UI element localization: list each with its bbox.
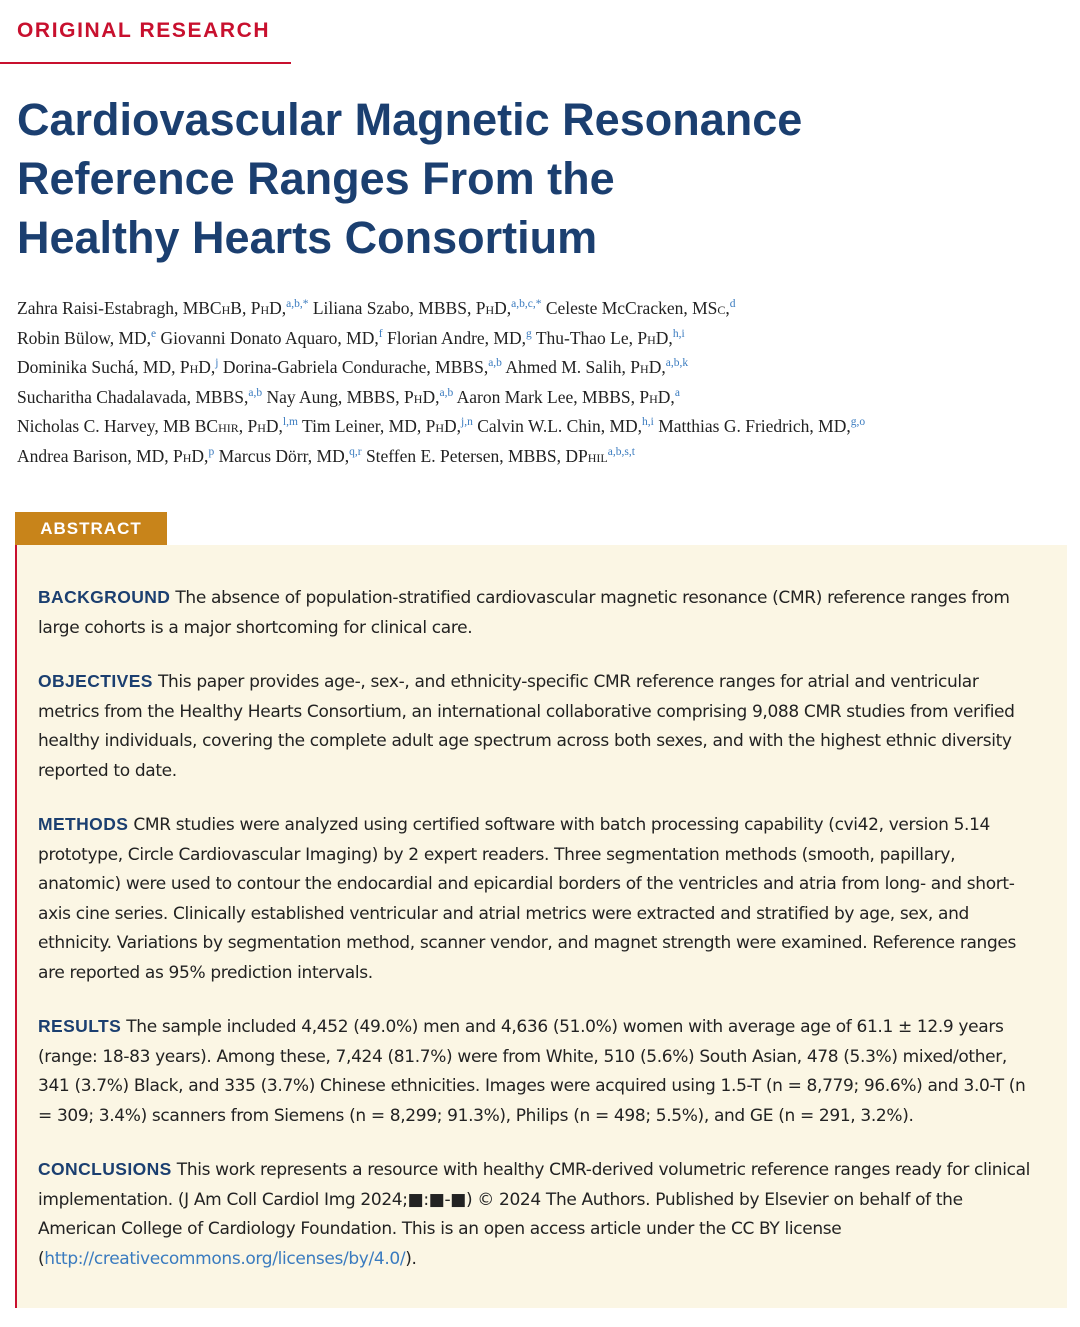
author-name: Ahmed M. Salih, P xyxy=(505,357,641,378)
license-link[interactable]: http://creativecommons.org/licenses/by/4.0/ xyxy=(44,1248,406,1269)
affiliation-marker: l,m xyxy=(282,416,298,429)
author xyxy=(536,328,685,348)
author xyxy=(658,416,865,436)
author-name: D, xyxy=(422,386,440,407)
author-degree-smallcaps: h xyxy=(649,386,658,407)
title-line: Healthy Hearts Consortium xyxy=(17,212,598,263)
author-name: Matthias G. Friedrich, MD, xyxy=(658,416,851,437)
affiliation-marker: q,r xyxy=(349,445,362,458)
author-degree-smallcaps: h xyxy=(182,445,192,466)
author-degree-smallcaps: h xyxy=(257,416,266,437)
author-name: Andrea Barison, MD, P xyxy=(17,445,183,466)
title-line: Cardiovascular Magnetic Resonance xyxy=(17,94,803,145)
author-name: Aaron Mark Lee, MBBS, P xyxy=(456,386,650,407)
affiliation-marker: j xyxy=(215,357,219,370)
abstract-content xyxy=(38,583,1038,1298)
abstract-heading: CONCLUSIONS xyxy=(38,1159,172,1179)
author-degree-smallcaps: h xyxy=(647,327,656,348)
affiliation-marker: d xyxy=(729,298,736,310)
author xyxy=(387,328,532,348)
author xyxy=(266,387,453,407)
author-degree-smallcaps: h xyxy=(435,416,444,437)
affiliation-marker: f xyxy=(378,327,383,340)
author xyxy=(17,357,218,377)
article-title xyxy=(17,90,1057,267)
author xyxy=(17,328,156,348)
author-name: Liliana Szabo, MBBS, P xyxy=(312,298,486,318)
author-name: D, xyxy=(648,357,666,378)
abstract-heading: OBJECTIVES xyxy=(38,671,153,691)
affiliation-marker: e xyxy=(151,327,157,340)
affiliation-marker: a,b,* xyxy=(286,298,309,310)
author-degree-smallcaps: c xyxy=(717,298,726,318)
author-degree-smallcaps: h xyxy=(413,386,423,407)
author-name: Marcus Dörr, MD, xyxy=(218,445,350,466)
author-degree-smallcaps: h xyxy=(260,298,270,318)
affiliation-marker: a,b xyxy=(248,386,263,399)
author-name: Nicholas C. Harvey, MB BC xyxy=(17,416,219,437)
abstract-text-tail: ). xyxy=(405,1248,417,1269)
author-name: Nay Aung, MBBS, P xyxy=(266,386,414,407)
affiliation-marker: h,i xyxy=(642,416,654,429)
author-degree-smallcaps: h xyxy=(189,357,199,378)
affiliation-marker: a,b,s,t xyxy=(607,445,635,458)
author-name: Tim Leiner, MD, P xyxy=(302,416,436,437)
author xyxy=(17,298,308,318)
author-name: D, xyxy=(494,298,512,318)
author-name: D, xyxy=(198,357,216,378)
abstract-heading: RESULTS xyxy=(38,1016,122,1036)
section-label: ORIGINAL RESEARCH xyxy=(17,19,271,42)
author xyxy=(457,387,680,407)
author-name: D, xyxy=(657,386,675,407)
author-name: D, xyxy=(265,416,283,437)
author xyxy=(17,446,214,466)
abstract-objectives xyxy=(38,667,1038,786)
author-name: B, P xyxy=(230,298,261,318)
author xyxy=(219,446,362,466)
abstract-text: CMR studies were analyzed using certified software with batch processing capability (cvi42, version 5.14 prototype, Circle Cardiovascular Imaging) by 2 expert readers. Three segmentation methods (smooth, papillary, anatomic) were used to contour the endocardial and epicardial borders of the ventricles and atria from long- and short-axis cine series. Clinically established ventricular and atrial metrics were extracted and stratified by age, sex, and ethnicity. Variations by segmentation method, scanner vendor, and magnet strength were examined. Reference ranges are reported as 95% prediction intervals. xyxy=(38,815,1017,983)
affiliation-marker: h,i xyxy=(672,327,685,340)
author-name: Dorina-Gabriela Condurache, MBBS, xyxy=(222,357,489,378)
author xyxy=(223,357,502,377)
abstract-text: The sample included 4,452 (49.0%) men and 4,636 (51.0%) women with average age of 61.1 ± 12.9 years (range: 18-83 years). Among these, 7,424 (81.7%) were from White, 510 (5.6%) South Asian, 478 (5.3%) mixed/other, 341 (3.7%) Black, and 335 (3.7%) Chinese ethnicities. Images were acquired using 1.5-T (n = 8,779; 96.6%) and 3.0-T (n = 309; 3.4%) scanners from Siemens (n = 8,299; 91.3%), Philips (n = 498; 5.5%), and GE (n = 291, 3.2%). xyxy=(38,1017,1026,1126)
author-name: Sucharitha Chadalavada, MBBS, xyxy=(17,386,249,407)
author-name: Steffen E. Petersen, MBBS, DP xyxy=(365,445,588,466)
author-degree-smallcaps: h xyxy=(485,298,495,318)
affiliation-marker: g xyxy=(526,327,532,340)
abstract-background xyxy=(38,583,1038,643)
abstract-methods xyxy=(38,810,1038,988)
author-list xyxy=(17,294,1077,472)
title-line: Reference Ranges From the xyxy=(17,153,615,204)
author-name: D, xyxy=(191,445,209,466)
affiliation-marker: a,b,c,* xyxy=(511,298,542,310)
author xyxy=(505,357,688,377)
author xyxy=(546,298,736,318)
author-name: D, xyxy=(269,298,287,318)
author xyxy=(17,387,262,407)
author-name: D, xyxy=(655,327,673,348)
author-name: Celeste McCracken, MS xyxy=(545,298,718,318)
author-degree-smallcaps: h xyxy=(221,298,231,318)
author xyxy=(313,298,542,318)
author-name: Dominika Suchá, MD, P xyxy=(17,357,190,378)
abstract-text: This paper provides age-, sex-, and ethnicity-specific CMR reference ranges for atrial and ventricular metrics from the Healthy Hearts Consortium, an international collaborative comprising 9,088 CMR studies from verified healthy individuals, covering the complete adult age spectrum across both sexes, and with the highest ethnic diversity reported to date. xyxy=(38,672,1015,781)
author-degree-smallcaps: h xyxy=(640,357,649,378)
abstract-heading: BACKGROUND xyxy=(38,587,171,607)
author xyxy=(302,416,473,436)
author-name: Florian Andre, MD, xyxy=(386,327,527,348)
author xyxy=(366,446,635,466)
abstract-text: This work represents a resource with healthy CMR-derived volumetric reference ranges ready for clinical implementation. (J Am Coll Cardiol Img 2024;■:■-■) © 2024 The Authors. Published by Elsevier on behalf of the American College of Cardiology Foundation. This is an open access article under the CC BY license ( xyxy=(38,1160,1031,1269)
author xyxy=(161,328,383,348)
section-label-rule xyxy=(0,62,291,64)
author-name: Zahra Raisi-Estabragh, MBC xyxy=(17,298,222,318)
author xyxy=(477,416,654,436)
author-degree-smallcaps: hir xyxy=(218,416,239,437)
abstract-heading: METHODS xyxy=(38,814,129,834)
affiliation-marker: a,b,k xyxy=(665,357,689,370)
affiliation-marker: g,o xyxy=(850,416,866,429)
abstract-tab xyxy=(15,512,167,545)
affiliation-marker: a,b xyxy=(439,386,454,399)
author-name: Robin Bülow, MD, xyxy=(17,327,152,348)
author-name: Calvin W.L. Chin, MD, xyxy=(477,416,643,437)
abstract-text: The absence of population-stratified cardiovascular magnetic resonance (CMR) reference ranges from large cohorts is a major shortcoming for clinical care. xyxy=(38,588,1010,638)
author-name: D, xyxy=(444,416,462,437)
affiliation-marker: p xyxy=(208,445,215,458)
author-name: , xyxy=(725,298,730,318)
affiliation-marker: a,b xyxy=(488,357,502,370)
author-degree-smallcaps: hil xyxy=(587,445,608,466)
author xyxy=(17,416,298,436)
abstract-tab-label: ABSTRACT xyxy=(40,519,142,538)
abstract-results xyxy=(38,1012,1038,1131)
affiliation-marker: a xyxy=(674,386,680,399)
author-name: Thu-Thao Le, P xyxy=(535,327,648,348)
author-name: Giovanni Donato Aquaro, MD, xyxy=(160,327,379,348)
abstract-conclusions xyxy=(38,1155,1038,1274)
affiliation-marker: j,n xyxy=(461,416,473,429)
author-name: , P xyxy=(238,416,258,437)
